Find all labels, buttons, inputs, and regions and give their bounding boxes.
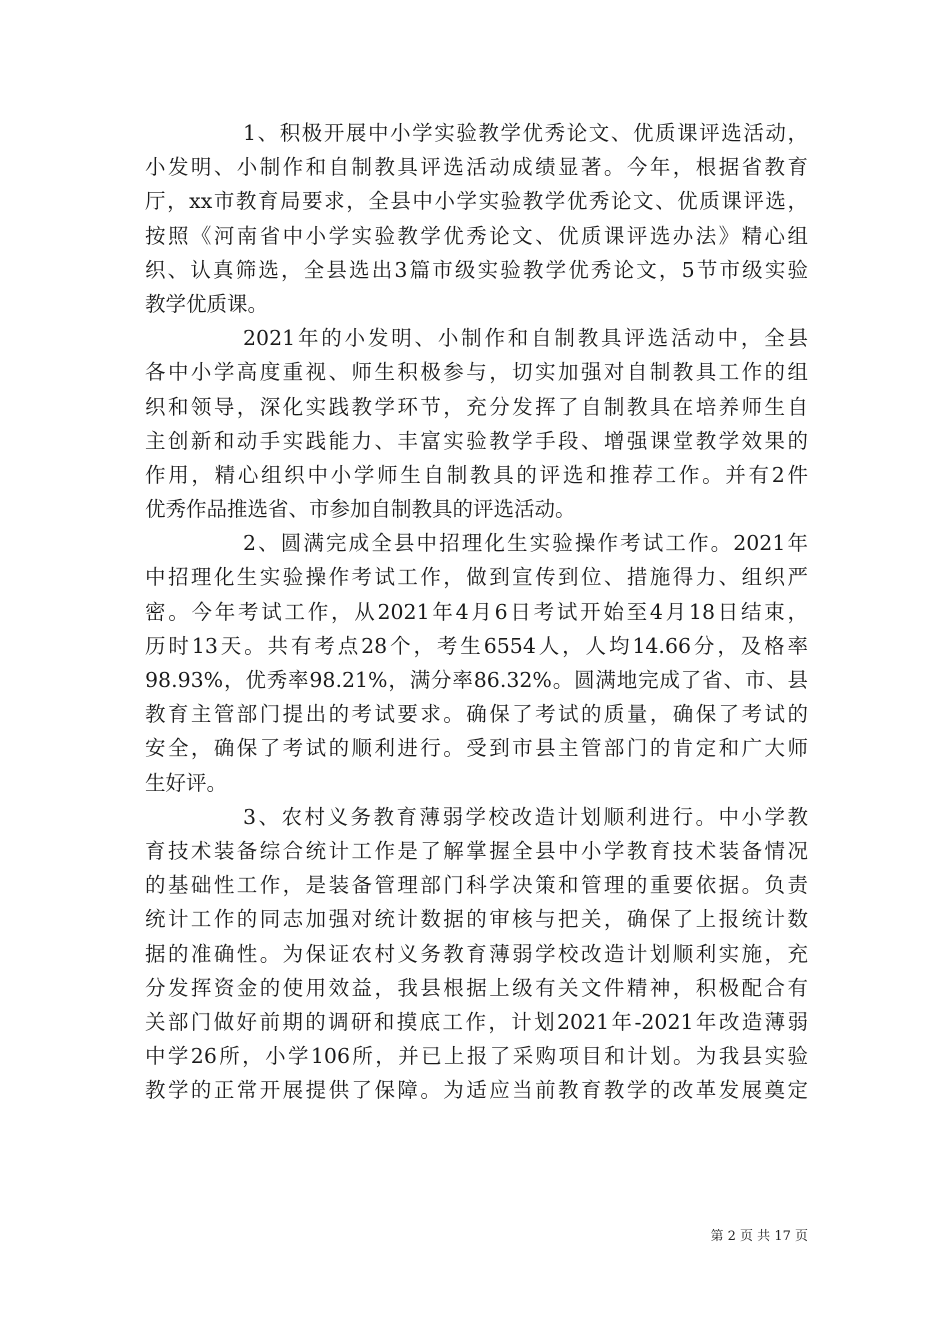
paragraph-line: 据的准确性。为保证农村义务教育薄弱学校改造计划顺利实施，充: [145, 941, 808, 966]
paragraph-line: 织和领导，深化实践教学环节，充分发挥了自制教具在培养师生自: [145, 394, 808, 419]
paragraph-line: 织、认真筛选，全县选出3篇市级实验教学优秀论文，5节市级实验: [145, 257, 808, 282]
paragraph-line: 关部门做好前期的调研和摸底工作，计划2021年-2021年改造薄弱: [145, 1009, 808, 1034]
paragraph-line: 教育主管部门提出的考试要求。确保了考试的质量，确保了考试的: [145, 702, 808, 727]
paragraph-line: 密。今年考试工作，从2021年4月6日考试开始至4月18日结束，: [145, 599, 808, 624]
paragraph-1: [145, 116, 808, 321]
paragraph-line: 优秀作品推选省、市参加自制教具的评选活动。: [145, 497, 576, 522]
paragraph-line: 教学优质课。: [145, 291, 268, 316]
paragraph-4: [145, 800, 808, 1108]
paragraph-3: [145, 526, 808, 800]
paragraph-line: 中学26所，小学106所，并已上报了采购项目和计划。为我县实验: [145, 1044, 808, 1069]
paragraph-line: 主创新和动手实践能力、丰富实验教学手段、增强课堂教学效果的: [145, 428, 808, 453]
paragraph-line: 作用，精心组织中小学师生自制教具的评选和推荐工作。并有2件: [145, 462, 808, 487]
paragraph-line: 1、积极开展中小学实验教学优秀论文、优质课评选活动，: [243, 121, 808, 145]
paragraph-line: 历时13天。共有考点28个，考生6554人，人均14.66分，及格率: [145, 633, 808, 658]
paragraph-line: 安全，确保了考试的顺利进行。受到市县主管部门的肯定和广大师: [145, 736, 808, 761]
paragraph-line: 中招理化生实验操作考试工作，做到宣传到位、措施得力、组织严: [145, 565, 808, 590]
paragraph-line: 2、圆满完成全县中招理化生实验操作考试工作。2021年: [243, 531, 808, 556]
paragraph-2: [145, 321, 808, 526]
paragraph-line: 生好评。: [145, 770, 227, 795]
document-body: [145, 116, 808, 1107]
paragraph-line: 2021年的小发明、小制作和自制教具评选活动中，全县: [243, 326, 808, 351]
paragraph-line: 统计工作的同志加强对统计数据的审核与把关，确保了上报统计数: [145, 907, 808, 932]
paragraph-line: 各中小学高度重视、师生积极参与，切实加强对自制教具工作的组: [145, 360, 808, 385]
paragraph-line: 3、农村义务教育薄弱学校改造计划顺利进行。中小学教: [243, 804, 808, 829]
paragraph-line: 分发挥资金的使用效益，我县根据上级有关文件精神，积极配合有: [145, 975, 808, 1000]
paragraph-line: 育技术装备综合统计工作是了解掌握全县中小学教育技术装备情况: [145, 838, 808, 863]
paragraph-line: 小发明、小制作和自制教具评选活动成绩显著。今年，根据省教育: [145, 155, 808, 180]
paragraph-line: 教学的正常开展提供了保障。为适应当前教育教学的改革发展奠定: [145, 1078, 808, 1103]
paragraph-line: 的基础性工作，是装备管理部门科学决策和管理的重要依据。负责: [145, 873, 808, 898]
page-number-footer: 第 2 页 共 17 页: [710, 1229, 808, 1244]
paragraph-line: 厅，xx市教育局要求，全县中小学实验教学优秀论文、优质课评选，: [145, 189, 808, 214]
paragraph-line: 98.93%，优秀率98.21%，满分率86.32%。圆满地完成了省、市、县: [145, 668, 808, 692]
paragraph-line: 按照《河南省中小学实验教学优秀论文、优质课评选办法》精心组: [145, 223, 808, 248]
